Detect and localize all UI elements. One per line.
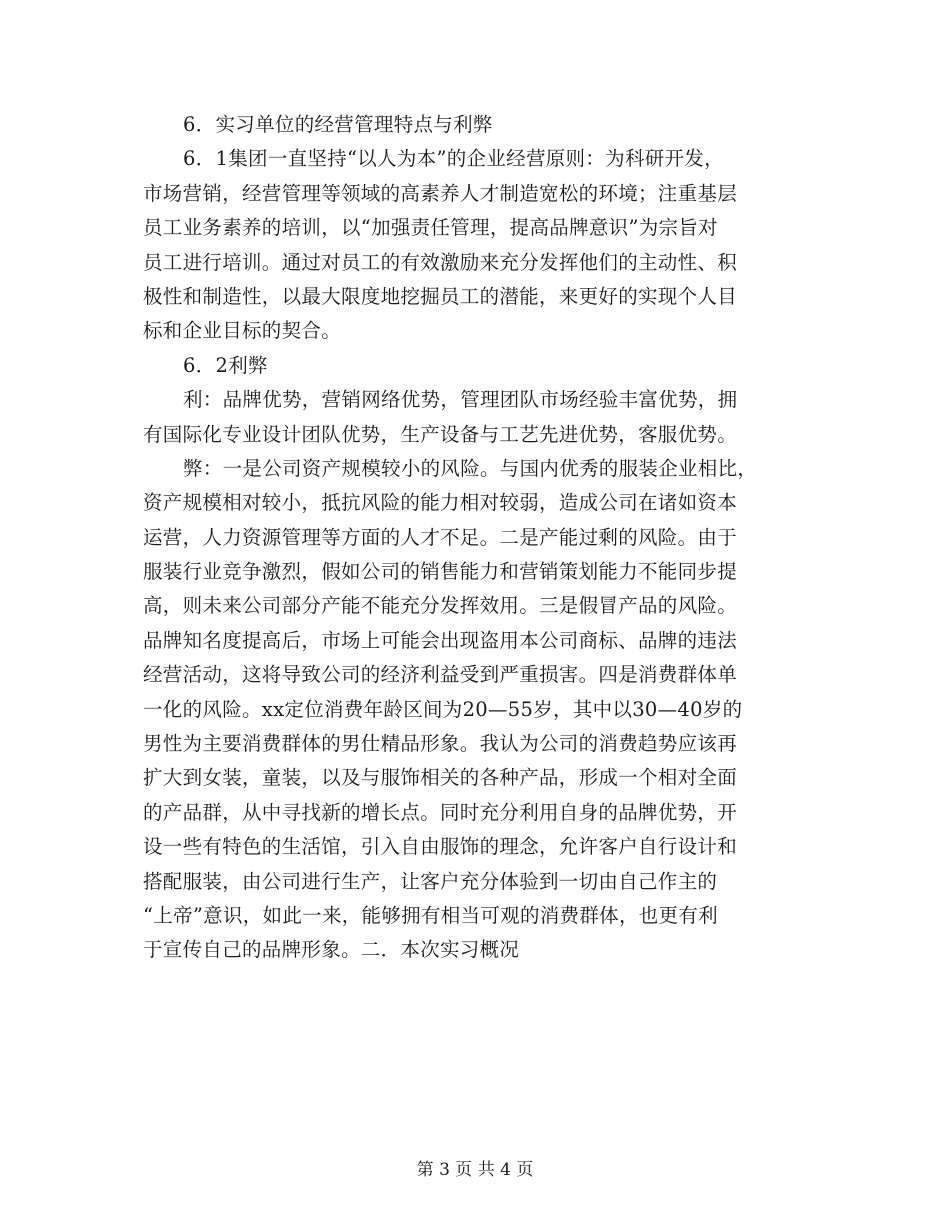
text-line: 搭配服装，由公司进行生产，让客户充分体验到一切由自己作主的 bbox=[143, 869, 718, 893]
text-line: 经营活动，这将导致公司的经济利益受到严重损害。四是消费群体单 bbox=[143, 663, 738, 687]
text-line: 市场营销，经营管理等领域的高素养人才制造宽松的环境；注重基层 bbox=[143, 181, 738, 205]
text-line: 扩大到女装，童装，以及与服饰相关的各种产品，形成一个相对全面 bbox=[143, 766, 738, 790]
text-line: 6．1集团一直坚持“以人为本”的企业经营原则：为科研开发， bbox=[183, 147, 724, 171]
text-line: 运营，人力资源管理等方面的人才不足。二是产能过剩的风险。由于 bbox=[143, 525, 738, 549]
text-line: 员工业务素养的培训，以“加强责任管理，提高品牌意识”为宗旨对 bbox=[143, 216, 718, 240]
text-line: 员工进行培训。通过对员工的有效激励来充分发挥他们的主动性、积 bbox=[143, 250, 738, 274]
text-line: 有国际化专业设计团队优势，生产设备与工艺先进优势，客服优势。 bbox=[143, 422, 738, 446]
text-line: 于宣传自己的品牌形象。二．本次实习概况 bbox=[143, 938, 520, 962]
text-line: 设一些有特色的生活馆，引入自由服饰的理念，允许客户自行设计和 bbox=[143, 835, 738, 859]
text-line: “上帝”意识，如此一来，能够拥有相当可观的消费群体，也更有利 bbox=[143, 903, 718, 927]
text-line: 品牌知名度提高后，市场上可能会出现盗用本公司商标、品牌的违法 bbox=[143, 628, 738, 652]
text-line: 6．实习单位的经营管理特点与利弊 bbox=[183, 113, 493, 136]
text-line: 极性和制造性，以最大限度地挖掘员工的潜能，来更好的实现个人目 bbox=[143, 284, 738, 308]
text-line: 利：品牌优势，营销网络优势，管理团队市场经验丰富优势，拥 bbox=[183, 388, 738, 412]
text-line: 的产品群，从中寻找新的增长点。同时充分利用自身的品牌优势，开 bbox=[143, 800, 738, 824]
text-line: 男性为主要消费群体的男仕精品形象。我认为公司的消费趋势应该再 bbox=[143, 732, 738, 756]
text-line: 服装行业竞争激烈，假如公司的销售能力和营销策划能力不能同步提 bbox=[143, 560, 738, 584]
text-line: 6．2利弊 bbox=[183, 353, 268, 377]
page-footer: 第 3 页 共 4 页 bbox=[416, 1160, 534, 1180]
text-line: 一化的风险。xx定位消费年龄区间为20—55岁，其中以30—40岁的 bbox=[143, 697, 743, 721]
text-line: 资产规模相对较小，抵抗风险的能力相对较弱，造成公司在诸如资本 bbox=[143, 491, 738, 515]
text-line: 标和企业目标的契合。 bbox=[143, 319, 342, 343]
document-body bbox=[143, 108, 807, 968]
text-line: 弊：一是公司资产规模较小的风险。与国内优秀的服装企业相比， bbox=[183, 456, 758, 480]
text-line: 高，则未来公司部分产能不能充分发挥效用。三是假冒产品的风险。 bbox=[143, 594, 738, 618]
